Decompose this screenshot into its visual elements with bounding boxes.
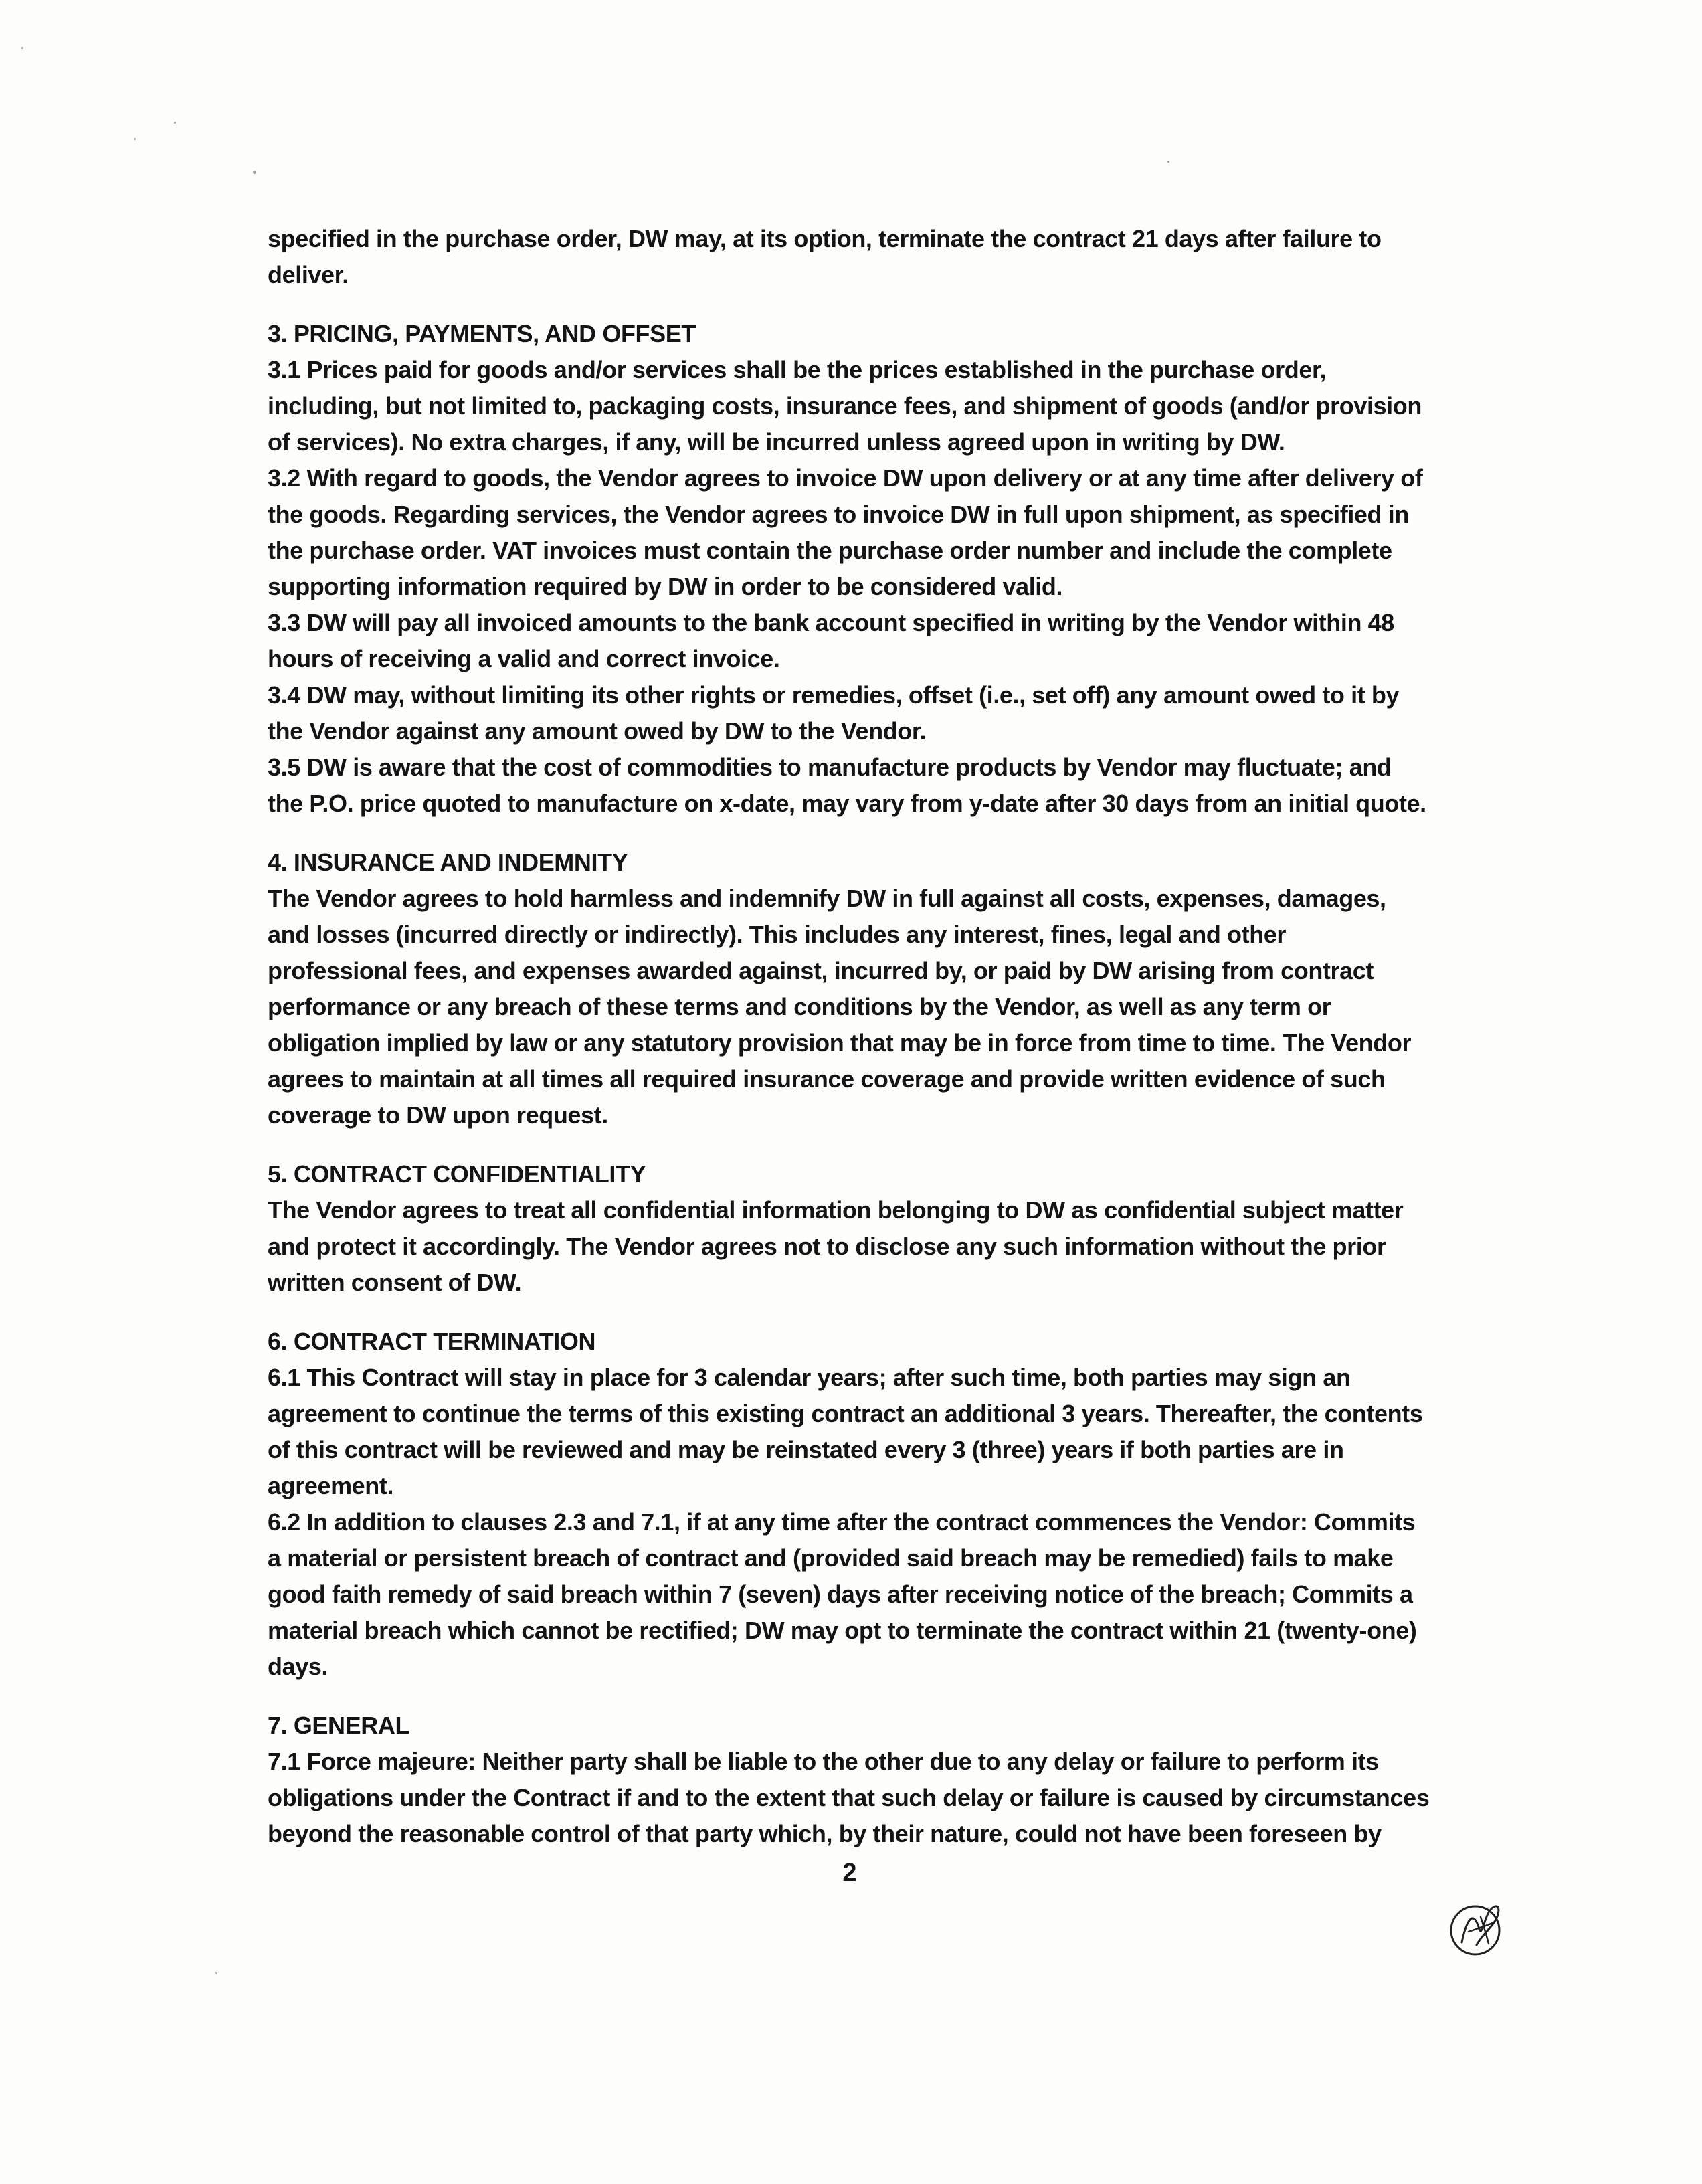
clause-7-1: 7.1 Force majeure: Neither party shall be liable to the other due to any delay or failure to perform its obligations under the Contract if and to the extent that such delay or failure is caused by circumstances beyond the reasonable control of that party which, by their nature, could not have been foreseen by — [268, 1748, 1430, 1847]
scan-speck — [174, 122, 176, 124]
scan-speck — [215, 1972, 217, 1974]
section-3-heading: 3. PRICING, PAYMENTS, AND OFFSET — [268, 320, 696, 347]
clause-3-3: 3.3 DW will pay all invoiced amounts to the bank account specified in writing by the Vendor within 48 hours of receiving a valid and correct invoice. — [268, 609, 1394, 672]
clause-3-2: 3.2 With regard to goods, the Vendor agrees to invoice DW upon delivery or at any time after delivery of the goods. Regarding services, the Vendor agrees to invoice DW in full upon shipment, as specified in the purchase order. VAT invoices must contain the purchase order number and include the complete supporting information required by DW in order to be considered valid. — [268, 464, 1423, 600]
section-5-body: The Vendor agrees to treat all confidential information belonging to DW as confidential subject matter and protect it accordingly. The Vendor agrees not to disclose any such information without the prior written consent of DW. — [268, 1196, 1404, 1296]
clause-3-5: 3.5 DW is aware that the cost of commodities to manufacture products by Vendor may fluctuate; and the P.O. price quoted to manufacture on x-date, may vary from y-date after 30 days from an initial quote. — [268, 753, 1426, 817]
handwritten-initials — [1442, 1890, 1515, 1964]
scan-speck — [253, 171, 256, 174]
section-5-heading: 5. CONTRACT CONFIDENTIALITY — [268, 1160, 646, 1188]
scan-speck — [1167, 161, 1169, 163]
clause-3-4: 3.4 DW may, without limiting its other rights or remedies, offset (i.e., set off) any amount owed to it by the Vendor against any amount owed by DW to the Vendor. — [268, 681, 1400, 745]
section-6-heading: 6. CONTRACT TERMINATION — [268, 1328, 596, 1355]
clause-6-2: 6.2 In addition to clauses 2.3 and 7.1, if at any time after the contract commences the Vendor: Commits a material or persistent breach of contract and (provided said breach may be remedied) fails to make good faith remedy of said breach within 7 (seven) days after receiving notice of the breach; Commits a material breach which cannot be rectified; DW may opt to terminate the contract within 21 (twenty-one) days. — [268, 1508, 1417, 1680]
section-4-body: The Vendor agrees to hold harmless and indemnify DW in full against all costs, expenses, damages, and losses (incurred directly or indirectly). This includes any interest, fines, legal and other professional fees, and expenses awarded against, incurred by, or paid by DW arising from contract performance or any breach of these terms and conditions by the Vendor, as well as any term or obligation implied by law or any statutory provision that may be in force from time to time. The Vendor agrees to maintain at all times all required insurance coverage and provide written evidence of such coverage to DW upon request. — [268, 885, 1412, 1129]
clause-3-1: 3.1 Prices paid for goods and/or services shall be the prices established in the purchase order, including, but not limited to, packaging costs, insurance fees, and shipment of goods (and/or provision of services). No extra charges, if any, will be incurred unless agreed upon in writing by DW. — [268, 356, 1422, 456]
section-7-heading: 7. GENERAL — [268, 1712, 410, 1739]
section-4-heading: 4. INSURANCE AND INDEMNITY — [268, 848, 628, 876]
scan-speck — [134, 138, 136, 140]
document-body — [268, 221, 1432, 1852]
intro-paragraph: specified in the purchase order, DW may, at its option, terminate the contract 21 days after failure to deliver. — [268, 225, 1382, 288]
page-number: 2 — [842, 1859, 857, 1887]
clause-6-1: 6.1 This Contract will stay in place for 3 calendar years; after such time, both parties may sign an agreement to continue the terms of this existing contract an additional 3 years. Thereafter, the contents of this contract will be reviewed and may be reinstated every 3 (three) years if both parties are in agreement. — [268, 1364, 1423, 1499]
scan-speck — [21, 47, 23, 49]
